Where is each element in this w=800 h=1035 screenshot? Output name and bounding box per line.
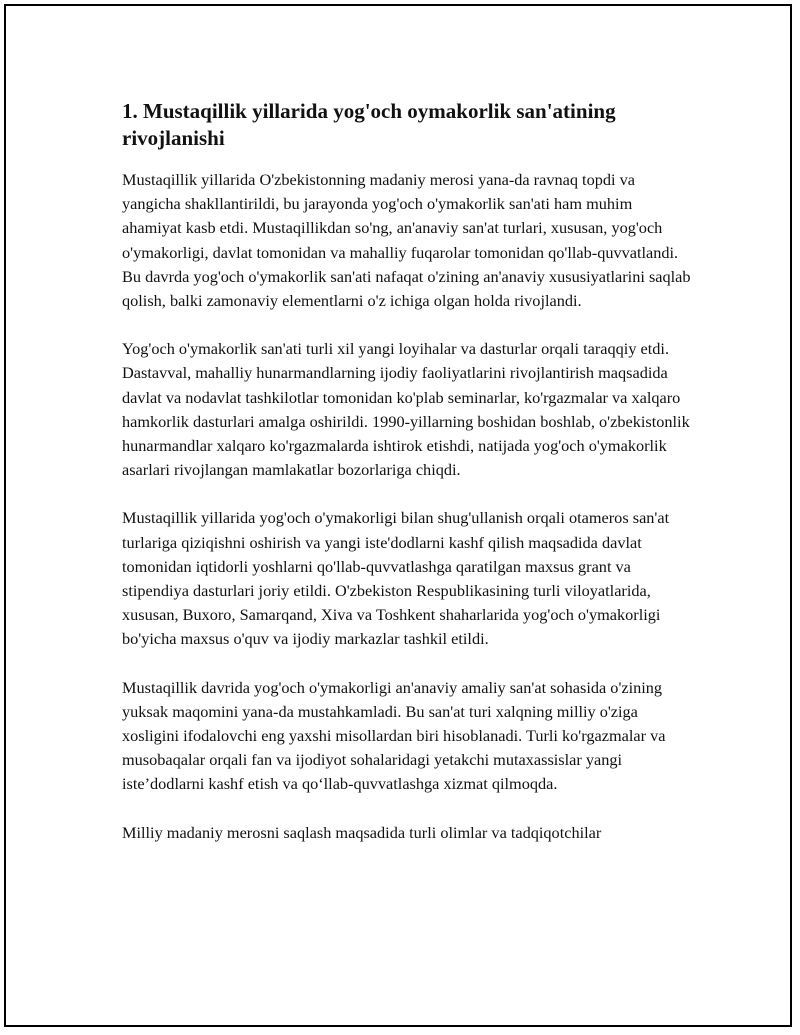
paragraph: Mustaqillik yillarida O'zbekistonning madaniy merosi yana-da ravnaq topdi va yangicha shakllantirildi, bu jarayonda yog'och o'ymakorlik san'ati ham muhim ahamiyat kasb etdi. Mustaqillikdan so'ng, an'anaviy san'at turlari, xususan, yog'och o'ymakorligi, davlat tomonidan va mahalliy fuqarolar tomonidan qo'llab-quvvatlandi. Bu davrda yog'och o'ymakorlik san'ati nafaqat o'zining an'anaviy xususiyatlarini saqlab qolish, balki zamonaviy elementlarni o'z ichiga olgan holda rivojlandi. bbox=[122, 170, 691, 311]
document-content bbox=[122, 98, 692, 869]
paragraph: Mustaqillik yillarida yog'och o'ymakorligi bilan shug'ullanish orqali otameros san'at turlariga qiziqishni oshirish va yangi iste'dodlarni kashf qilish maqsadida davlat tomonidan iqtidorli yoshlarni qo'llab-quvvatlashga qaratilgan maxsus grant va stipendiya dasturlari joriy etildi. O'zbekiston Respublikasining turli viloyatlarida, xususan, Buxoro, Samarqand, Xiva va Toshkent shaharlarida yog'och o'ymakorligi bo'yicha maxsus o'quv va ijodiy markazlar tashkil etildi. bbox=[122, 508, 670, 649]
section-heading: 1. Mustaqillik yillarida yog'och oymakorlik san'atining rivojlanishi bbox=[122, 99, 616, 150]
paragraph: Mustaqillik davrida yog'och o'ymakorligi an'anaviy amaliy san'at sohasida o'zining yuksak maqomini yana-da mustahkamladi. Bu san'at turi xalqning milliy o'ziga xosligini ifodalovchi eng yaxshi misollardan biri hisoblanadi. Turli ko'rgazmalar va musobaqalar orqali fan va ijodiyot sohalaridagi yetakchi mutaxassislar yangi iste’dodlarni kashf etish va qo‘llab-quvvatlashga xizmat qilmoqda. bbox=[122, 677, 666, 794]
paragraph: Milliy madaniy merosni saqlash maqsadida turli olimlar va tadqiqotchilar bbox=[122, 822, 602, 842]
paragraph: Yog'och o'ymakorlik san'ati turli xil yangi loyihalar va dasturlar orqali taraqqiy etdi. Dastavval, mahalliy hunarmandlarning ijodiy faoliyatlarini rivojlantirish maqsadida davlat va nodavlat tashkilotlar tomonidan ko'plab seminarlar, ko'rgazmalar va xalqaro hamkorlik dasturlari amalga oshirildi. 1990-yillarning boshidan boshlab, o'zbekistonlik hunarmandlar xalqaro ko'rgazmalarda ishtirok etishdi, natijada yog'och o'ymakorlik asarlari rivojlangan mamlakatlar bozorlariga chiqdi. bbox=[122, 339, 690, 480]
document-page bbox=[4, 4, 792, 1027]
